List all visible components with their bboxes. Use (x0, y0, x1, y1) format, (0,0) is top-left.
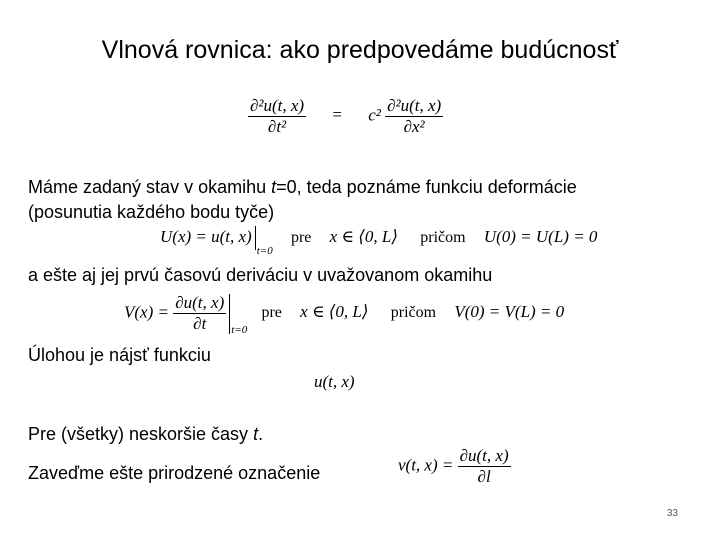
U-equation (160, 226, 598, 257)
V-numerator: ∂u(t, x) (175, 293, 225, 312)
V-domain: x ∈ ⟨0, L⟩ (300, 302, 369, 322)
wave-lhs-denominator: ∂t² (267, 117, 287, 136)
V-equation (124, 293, 565, 337)
u-function: u(t, x) (314, 372, 355, 391)
V-pricom: pričom (390, 304, 437, 322)
text-line-5-a: Pre (všetky) neskoršie časy (28, 424, 254, 444)
slide-title: Vlnová rovnica: ako predpovedáme budúcnosť (101, 36, 619, 64)
wave-rhs-denominator: ∂x² (403, 117, 425, 136)
v-numerator: ∂u(t, x) (459, 446, 509, 465)
text-line-1-b: =0, teda poznáme funkciu deformácie (276, 177, 577, 197)
text-line-3: a ešte aj jej prvú časovú deriváciu v uvažovanom okamihu (28, 265, 493, 285)
U-boundary: U(0) = U(L) = 0 (483, 226, 598, 246)
text-line-1-a: Máme zadaný stav v okamihu (28, 177, 272, 197)
text-line-1-t: t (271, 177, 277, 197)
wave-rhs-fraction (385, 96, 443, 137)
text-line-2: (posunutia každého bodu tyče) (28, 202, 275, 222)
text-line-5-t: t (253, 424, 259, 444)
text-line-1 (28, 175, 577, 199)
V-subscript: t=0 (231, 324, 248, 337)
v-denominator: ∂l (477, 467, 491, 486)
wave-rhs-numerator: ∂²u(t, x) (387, 96, 442, 115)
text-line-5-b: . (258, 424, 264, 444)
V-pre: pre (261, 304, 282, 322)
V-boundary: V(0) = V(L) = 0 (454, 302, 565, 322)
page-number: 33 (666, 508, 678, 519)
wave-equals: = (332, 105, 342, 125)
wave-equation (248, 96, 443, 137)
text-line-4: Úlohou je nájsť funkciu (28, 345, 211, 365)
text-line-5 (28, 422, 263, 446)
U-subscript: t=0 (256, 244, 273, 257)
wave-lhs-numerator: ∂²u(t, x) (250, 96, 305, 115)
v-fraction (458, 446, 511, 487)
U-definition: U(x) = u(t, x) (160, 226, 252, 246)
V-fraction (173, 293, 226, 334)
U-domain: x ∈ ⟨0, L⟩ (329, 226, 398, 246)
U-pre: pre (290, 228, 312, 246)
V-lhs: V(x) = (124, 302, 169, 322)
wave-coefficient: c² (368, 105, 381, 125)
V-denominator: ∂t (193, 314, 207, 333)
wave-lhs-fraction (248, 96, 306, 137)
text-line-6: Zaveďme ešte prirodzené označenie (28, 463, 321, 483)
U-pricom: pričom (420, 228, 466, 246)
v-equation (398, 446, 511, 487)
U-eval-bar (255, 226, 256, 250)
v-lhs: v(t, x) = (398, 455, 454, 475)
